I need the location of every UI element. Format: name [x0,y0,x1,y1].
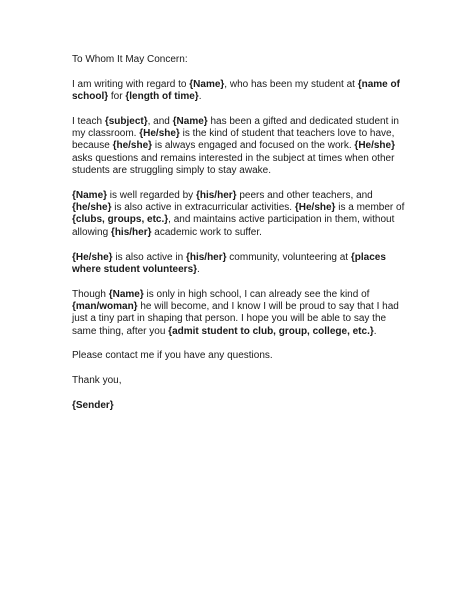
text-run: is also active in extracurricular activities. [111,202,295,214]
salutation: To Whom It May Concern: [72,54,188,65]
placeholder-sender: {Sender} [72,399,114,411]
text-run: I teach [72,115,105,127]
paragraph-outlook [72,289,412,338]
text-run: is also active in [112,251,186,263]
text-run: . [198,91,202,103]
placeholder-man-woman: {man/woman} [72,300,138,312]
placeholder-name: {Name} [189,78,225,90]
paragraph-intro [72,79,412,104]
placeholder-possessive: {his/her} [110,226,152,238]
placeholder-pronoun: {he/she} [72,202,112,214]
text-run: has been a gifted and dedicated student in my classroom. [72,115,399,140]
text-run: asks questions and remains interested in the subject at times when other students are struggling simply to stay awake. [72,152,395,177]
text-run: . [373,325,377,337]
text-run: is always engaged and focused on the work. [152,140,355,152]
text-run: is the kind of student that teachers love to have, because [72,128,395,152]
placeholder-admit-to: {admit student to club, group, college, etc.} [168,325,374,337]
text-run: for [108,91,126,103]
text-run: is a member of [335,202,405,214]
text-run: I am writing with regard to [72,78,190,90]
closing: Thank you, [72,375,122,387]
placeholder-possessive: {his/her} [195,189,237,201]
placeholder-clubs: {clubs, groups, etc.} [72,214,169,226]
text-run: he will become, and I know I will be proud to say that I had just a tiny part in shaping that person. I hope you will be able to say the same thing, after you [72,300,399,337]
text-run: , and [147,115,173,127]
placeholder-pronoun: {He/she} [139,128,180,140]
paragraph-contact: Please contact me if you have any questions. [72,350,273,362]
text-run: , who has been my student at [224,78,358,90]
text-run: community, volunteering at [226,251,351,263]
placeholder-subject: {subject} [104,115,148,127]
sender-signature [72,400,412,412]
paragraph-community [72,252,412,277]
placeholder-volunteer-places: {places where student volunteers} [72,251,386,275]
placeholder-name: {Name} [172,115,208,127]
text-run: peers and other teachers, and [236,189,373,201]
text-run: . [197,263,200,275]
paragraph-extracurricular [72,190,412,239]
text-run: , and maintains active participation in them, without allowing [72,214,395,238]
placeholder-pronoun: {He/she} [294,202,336,214]
paragraph-teaching [72,116,412,177]
text-run: academic work to suffer. [151,226,262,238]
placeholder-pronoun: {He/she} [354,140,395,152]
placeholder-pronoun: {He/she} [72,251,113,263]
text-run: is well regarded by [107,189,196,201]
placeholder-pronoun: {he/she} [112,140,153,152]
letter-body [72,54,412,425]
placeholder-name: {Name} [108,288,144,300]
text-run: is only in high school, I can already see the kind of [143,288,370,300]
placeholder-name: {Name} [72,189,108,201]
placeholder-possessive: {his/her} [185,251,227,263]
placeholder-length-of-time: {length of time} [125,91,199,103]
text-run: Though [72,288,109,300]
placeholder-school: {name of school} [72,78,400,103]
